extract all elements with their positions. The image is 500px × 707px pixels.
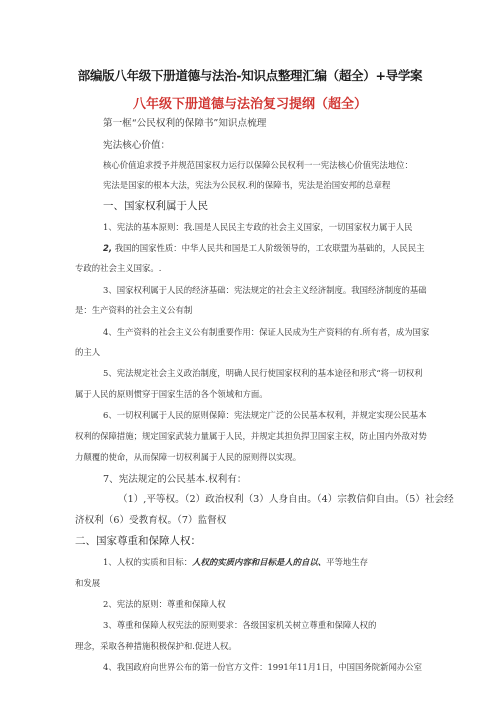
core-value-heading: 宪法核心价值： bbox=[103, 140, 171, 151]
paragraph-5-line-2: 属于人民的原则惯穿于国家生活的各个领域和方面。 bbox=[75, 389, 268, 399]
item-1-emphasis: 人权的实质内容和目标是人的自以、 bbox=[192, 557, 327, 567]
paragraph-3-line-2: 是：生产资料的社会主义公有制 bbox=[75, 305, 193, 315]
paragraph-7-list-line-2: 济权利（6）受教育权。（7）监督权 bbox=[75, 515, 227, 526]
paragraph-5-line-1: 5、宪法规定社会主义政治制度，明确人民行使国家权利的基本途径和形式“将一切权利 bbox=[103, 368, 423, 378]
paragraph-7-list-line-1: （1）,平等权。（2）政治权利（3）人身自由。（4）宗教信仰自由。（5）社会经 bbox=[118, 494, 454, 505]
paragraph-2-text: 我国的国家性质：中华人民共和国是工人阶级领导的，工农联盟为基础的，人民民主 bbox=[114, 243, 425, 253]
item-3-line-2: 理念，采取各种措施积极保护和.促进人权。 bbox=[75, 641, 237, 651]
paragraph-4-line-1: 4、生产资料的社会主义公有制重要作用：保证人民成为生产资料的有.所有者，成为国家 bbox=[103, 327, 430, 337]
core-value-text-2: 宪法是国家的根本大法，宪法为公民权.利的保障书，宪法是治国安邦的总章程 bbox=[103, 180, 391, 190]
item-3-line-1: 3、尊重和保障人权宪法的原则要求：各级国家机关树立尊重和保障人权的 bbox=[103, 620, 377, 630]
paragraph-3-line-1: 3、国家权利属于人民的经济基础：宪法规定的社会主义经济制度。我国经济制度的基础 bbox=[103, 285, 427, 295]
paragraph-4-line-2: 的主人 bbox=[75, 347, 101, 357]
paragraph-2-number: 2, bbox=[103, 243, 113, 253]
document-title: 部编版八年级下册道德与法治-知识点整理汇编（超全）+导学案 bbox=[77, 68, 423, 83]
paragraph-6-line-3: 力颠覆的使命，从而保障一切权利属于人民的原则得以实现。 bbox=[75, 452, 302, 462]
item-1-line-1 bbox=[103, 557, 368, 568]
paragraph-2-line-1 bbox=[103, 243, 425, 254]
paragraph-6-line-2: 权利的保障措施；规定国家武装力量属于人民，并规定其担负捍卫国家主权，防止国内外敌对势 bbox=[75, 431, 427, 441]
item-1-line-2: 和发展 bbox=[75, 578, 101, 588]
lesson-heading: 第一框“公民权利的保障书”知识点梳理 bbox=[103, 118, 267, 129]
paragraph-1: 1、宪法的基本原则：我.国是人民民主专政的社会主义国家，一切国家权力属于人民 bbox=[103, 222, 413, 232]
document-subtitle: 八年级下册道德与法治复习提纲（超全） bbox=[132, 97, 367, 112]
item-4: 4、我国政府向世界公布的第一份官方文件：1991年11月1日，中国国务院新闻办公室 bbox=[103, 662, 422, 672]
paragraph-6-line-1: 6、一切权利属于人民的原则保障：宪法规定广泛的公民基本权利，并规定实现公民基本 bbox=[103, 410, 427, 420]
paragraph-2-line-2: 专政的社会主义国家。. bbox=[75, 263, 162, 273]
item-2: 2、宪法的原则：尊重和保障人权 bbox=[103, 599, 226, 609]
paragraph-7: 7、宪法规定的公民基本.权利有： bbox=[103, 474, 247, 485]
core-value-text: 核心价值追求授予并规范国家权力运行以保障公民权利一一宪法核心价值宪法地位： bbox=[103, 160, 413, 170]
section-1-heading: 一、国家权利属于人民 bbox=[103, 200, 208, 212]
section-2-heading: 二、国家尊重和保障人权： bbox=[75, 535, 201, 547]
item-1-suffix: 平等地生存 bbox=[326, 557, 368, 567]
item-1-prefix: 1、人权的实质和目标： bbox=[103, 557, 193, 567]
